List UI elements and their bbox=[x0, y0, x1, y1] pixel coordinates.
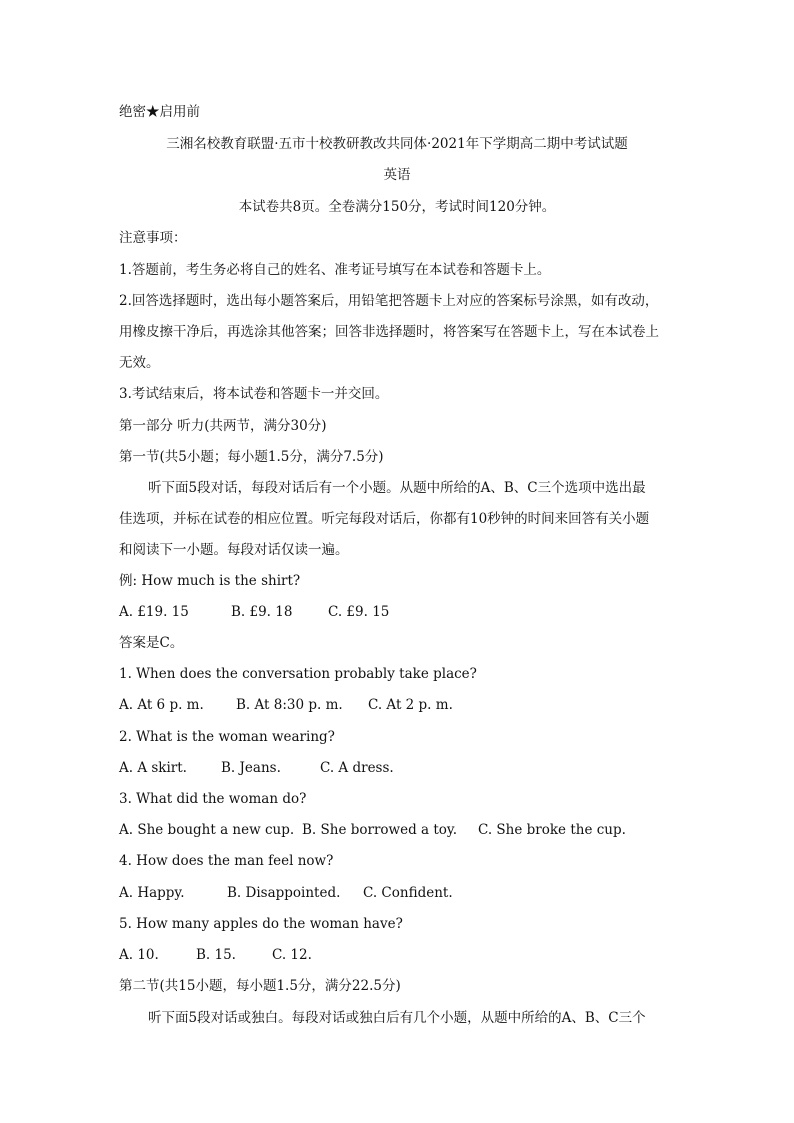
note-item-2-line-3: 无效。 bbox=[119, 355, 160, 371]
question-2: 2. What is the woman wearing? bbox=[119, 729, 335, 745]
question-2-option-a: A. A skirt. bbox=[119, 760, 187, 776]
question-3: 3. What did the woman do? bbox=[119, 791, 307, 807]
question-5-option-b: B. 15. bbox=[196, 947, 236, 963]
note-item-1: 1.答题前，考生务必将自己的姓名、准考证号填写在本试卷和答题卡上。 bbox=[119, 262, 551, 278]
question-5-option-a: A. 10. bbox=[119, 947, 159, 963]
note-item-2-line-1: 2.回答选择题时，选出每小题答案后，用铅笔把答题卡上对应的答案标号涂黑，如有改动， bbox=[119, 293, 659, 309]
example-option-b: B. £9. 18 bbox=[231, 604, 293, 620]
section2-instruction: 听下面5段对话或独白。每段对话或独白后有几个小题，从题中所给的A、B、C三个 bbox=[148, 1010, 646, 1026]
question-4: 4. How does the man feel now? bbox=[119, 853, 334, 869]
section1-instruction-line-2: 佳选项，并标在试卷的相应位置。听完每段对话后，你都有10秒钟的时间来回答有关小题 bbox=[119, 511, 650, 527]
question-2-option-b: B. Jeans. bbox=[221, 760, 281, 776]
exam-title: 三湘名校教育联盟·五市十校教研教改共同体·2021年下学期高二期中考试试题 bbox=[166, 136, 628, 152]
question-4-option-a: A. Happy. bbox=[119, 885, 185, 901]
secret-label: 绝密★启用前 bbox=[119, 104, 200, 120]
question-3-option-b: B. She borrowed a toy. bbox=[302, 822, 458, 838]
section1-instruction-line-3: 和阅读下一小题。每段对话仅读一遍。 bbox=[119, 542, 349, 558]
section1-heading: 第一节(共5小题；每小题1.5分，满分7.5分) bbox=[119, 449, 384, 465]
question-1-option-c: C. At 2 p. m. bbox=[368, 697, 453, 713]
note-item-2-line-2: 用橡皮擦干净后，再选涂其他答案；回答非选择题时，将答案写在答题卡上，写在本试卷上 bbox=[119, 324, 659, 340]
note-item-3: 3.考试结束后，将本试卷和答题卡一并交回。 bbox=[119, 386, 389, 402]
question-5: 5. How many apples do the woman have? bbox=[119, 916, 403, 932]
subject-title: 英语 bbox=[383, 167, 411, 183]
part1-heading: 第一部分 听力(共两节，满分30分) bbox=[119, 418, 327, 434]
example-option-a: A. £19. 15 bbox=[119, 604, 189, 620]
question-1-option-a: A. At 6 p. m. bbox=[119, 697, 204, 713]
section1-instruction-line-1: 听下面5段对话，每段对话后有一个小题。从题中所给的A、B、C三个选项中选出最 bbox=[148, 480, 646, 496]
example-answer: 答案是C。 bbox=[119, 635, 184, 651]
question-3-option-c: C. She broke the cup. bbox=[478, 822, 626, 838]
question-4-option-b: B. Disappointed. bbox=[227, 885, 341, 901]
section2-heading: 第二节(共15小题，每小题1.5分，满分22.5分) bbox=[119, 978, 401, 994]
question-2-option-c: C. A dress. bbox=[320, 760, 394, 776]
notes-heading: 注意事项： bbox=[119, 230, 187, 246]
question-3-option-a: A. She bought a new cup. bbox=[119, 822, 295, 838]
exam-info: 本试卷共8页。全卷满分150分，考试时间120分钟。 bbox=[238, 199, 556, 215]
question-1: 1. When does the conversation probably take place? bbox=[119, 666, 477, 682]
question-4-option-c: C. Confident. bbox=[363, 885, 453, 901]
example-question: 例: How much is the shirt? bbox=[119, 573, 301, 589]
example-option-c: C. £9. 15 bbox=[328, 604, 390, 620]
question-5-option-c: C. 12. bbox=[272, 947, 312, 963]
question-1-option-b: B. At 8:30 p. m. bbox=[236, 697, 343, 713]
